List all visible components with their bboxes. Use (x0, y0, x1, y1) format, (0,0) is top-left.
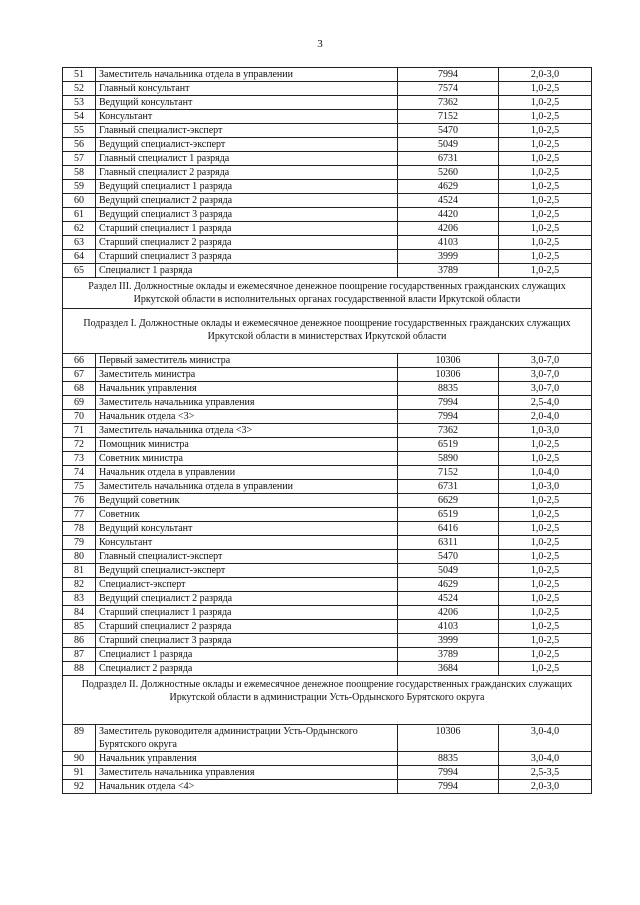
bonus-range: 1,0-2,5 (499, 96, 592, 110)
position-title: Старший специалист 2 разряда (96, 620, 398, 634)
bonus-range: 1,0-2,5 (499, 222, 592, 236)
salary-value: 6311 (398, 536, 499, 550)
table-row (63, 780, 592, 794)
salary-value: 7362 (398, 96, 499, 110)
position-title: Заместитель министра (96, 368, 398, 382)
bonus-range: 1,0-2,5 (499, 82, 592, 96)
row-number: 60 (63, 194, 96, 208)
row-number: 66 (63, 354, 96, 368)
row-number: 56 (63, 138, 96, 152)
salary-value: 4103 (398, 620, 499, 634)
salary-value: 3789 (398, 648, 499, 662)
bonus-range: 1,0-2,5 (499, 124, 592, 138)
position-title: Старший специалист 1 разряда (96, 606, 398, 620)
row-number: 83 (63, 592, 96, 606)
position-title: Главный консультант (96, 82, 398, 96)
subsection-2-block (63, 676, 592, 725)
salary-value: 5049 (398, 564, 499, 578)
bonus-range: 1,0-2,5 (499, 180, 592, 194)
position-title: Специалист-эксперт (96, 578, 398, 592)
row-number: 72 (63, 438, 96, 452)
row-number: 79 (63, 536, 96, 550)
position-title: Старший специалист 3 разряда (96, 250, 398, 264)
table-group-2 (63, 354, 592, 676)
table-row (63, 180, 592, 194)
table-row (63, 578, 592, 592)
bonus-range: 1,0-2,5 (499, 494, 592, 508)
salary-value: 6731 (398, 152, 499, 166)
bonus-range: 1,0-2,5 (499, 208, 592, 222)
table-row (63, 194, 592, 208)
salary-value: 4629 (398, 180, 499, 194)
table-row (63, 236, 592, 250)
table-row (63, 152, 592, 166)
salary-value: 5470 (398, 550, 499, 564)
position-title: Заместитель начальника отдела <3> (96, 424, 398, 438)
row-number: 65 (63, 264, 96, 278)
table-row (63, 452, 592, 466)
row-number: 51 (63, 68, 96, 82)
bonus-range: 1,0-2,5 (499, 194, 592, 208)
table-row (63, 222, 592, 236)
row-number: 74 (63, 466, 96, 480)
salary-value: 5470 (398, 124, 499, 138)
bonus-range: 2,5-4,0 (499, 396, 592, 410)
bonus-range: 1,0-2,5 (499, 606, 592, 620)
bonus-range: 1,0-2,5 (499, 536, 592, 550)
row-number: 91 (63, 766, 96, 780)
row-number: 80 (63, 550, 96, 564)
salary-value: 7574 (398, 82, 499, 96)
row-number: 62 (63, 222, 96, 236)
position-title: Консультант (96, 536, 398, 550)
bonus-range: 1,0-2,5 (499, 250, 592, 264)
position-title: Старший специалист 2 разряда (96, 236, 398, 250)
table-row (63, 124, 592, 138)
bonus-range: 3,0-7,0 (499, 382, 592, 396)
bonus-range: 2,0-4,0 (499, 410, 592, 424)
bonus-range: 3,0-7,0 (499, 368, 592, 382)
bonus-range: 1,0-2,5 (499, 564, 592, 578)
salary-value: 4103 (398, 236, 499, 250)
bonus-range: 1,0-2,5 (499, 110, 592, 124)
bonus-range: 1,0-2,5 (499, 522, 592, 536)
table-row (63, 396, 592, 410)
bonus-range: 1,0-2,5 (499, 592, 592, 606)
salary-value: 7994 (398, 68, 499, 82)
salary-value: 7152 (398, 110, 499, 124)
position-title: Ведущий специалист 1 разряда (96, 180, 398, 194)
row-number: 84 (63, 606, 96, 620)
bonus-range: 1,0-2,5 (499, 264, 592, 278)
salary-value: 7994 (398, 780, 499, 794)
table-row (63, 166, 592, 180)
position-title: Главный специалист-эксперт (96, 124, 398, 138)
position-title: Старший специалист 1 разряда (96, 222, 398, 236)
page-number: 3 (317, 38, 323, 50)
table-row (63, 634, 592, 648)
row-number: 58 (63, 166, 96, 180)
row-number: 77 (63, 508, 96, 522)
salary-value: 6416 (398, 522, 499, 536)
position-title: Заместитель начальника отдела в управлении (96, 480, 398, 494)
row-number: 73 (63, 452, 96, 466)
row-number: 68 (63, 382, 96, 396)
row-number: 88 (63, 662, 96, 676)
section-3-heading: Раздел III. Должностные оклады и ежемесячное денежное поощрение государственных гражданских служащих Иркутской области в исполнительных органах государственной власти Иркутской области (63, 278, 592, 309)
table-row (63, 550, 592, 564)
table-row (63, 354, 592, 368)
bonus-range: 1,0-2,5 (499, 620, 592, 634)
row-number: 89 (63, 725, 96, 752)
bonus-range: 2,5-3,5 (499, 766, 592, 780)
table-row (63, 96, 592, 110)
table-group-1 (63, 68, 592, 278)
salary-value: 4524 (398, 194, 499, 208)
position-title: Главный специалист 2 разряда (96, 166, 398, 180)
subsection-row (63, 676, 592, 725)
position-title: Ведущий специалист-эксперт (96, 564, 398, 578)
position-title: Ведущий специалист 2 разряда (96, 194, 398, 208)
position-title: Ведущий специалист 2 разряда (96, 592, 398, 606)
bonus-range: 1,0-3,0 (499, 424, 592, 438)
position-title: Заместитель начальника управления (96, 396, 398, 410)
row-number: 59 (63, 180, 96, 194)
table-row (63, 110, 592, 124)
salary-value: 4206 (398, 606, 499, 620)
position-title: Заместитель руководителя администрации Усть-Ордынского Бурятского округа (96, 725, 398, 752)
row-number: 76 (63, 494, 96, 508)
salary-value: 4629 (398, 578, 499, 592)
row-number: 55 (63, 124, 96, 138)
position-title: Главный специалист-эксперт (96, 550, 398, 564)
bonus-range: 3,0-7,0 (499, 354, 592, 368)
bonus-range: 1,0-2,5 (499, 508, 592, 522)
table-row (63, 564, 592, 578)
position-title: Ведущий специалист 3 разряда (96, 208, 398, 222)
position-title: Специалист 1 разряда (96, 648, 398, 662)
salary-value: 3999 (398, 634, 499, 648)
salary-value: 8835 (398, 752, 499, 766)
table-row (63, 648, 592, 662)
table-row (63, 536, 592, 550)
table-row (63, 662, 592, 676)
row-number: 75 (63, 480, 96, 494)
row-number: 82 (63, 578, 96, 592)
salary-value: 7362 (398, 424, 499, 438)
salary-value: 8835 (398, 382, 499, 396)
table-row (63, 508, 592, 522)
row-number: 81 (63, 564, 96, 578)
bonus-range: 1,0-2,5 (499, 438, 592, 452)
bonus-range: 1,0-2,5 (499, 452, 592, 466)
bonus-range: 2,0-3,0 (499, 68, 592, 82)
salary-value: 3789 (398, 264, 499, 278)
position-title: Консультант (96, 110, 398, 124)
bonus-range: 1,0-2,5 (499, 648, 592, 662)
table-row (63, 68, 592, 82)
salary-value: 10306 (398, 354, 499, 368)
row-number: 86 (63, 634, 96, 648)
table-row (63, 592, 592, 606)
salary-value: 5049 (398, 138, 499, 152)
position-title: Начальник управления (96, 752, 398, 766)
position-title: Советник (96, 508, 398, 522)
row-number: 85 (63, 620, 96, 634)
table-row (63, 208, 592, 222)
row-number: 71 (63, 424, 96, 438)
position-title: Ведущий советник (96, 494, 398, 508)
position-title: Советник министра (96, 452, 398, 466)
table-row (63, 264, 592, 278)
table-group-3 (63, 725, 592, 794)
bonus-range: 1,0-2,5 (499, 550, 592, 564)
salary-value: 4206 (398, 222, 499, 236)
table-row (63, 138, 592, 152)
row-number: 53 (63, 96, 96, 110)
salary-value: 5890 (398, 452, 499, 466)
table-row (63, 620, 592, 634)
row-number: 69 (63, 396, 96, 410)
row-number: 52 (63, 82, 96, 96)
salary-value: 7994 (398, 396, 499, 410)
position-title: Специалист 2 разряда (96, 662, 398, 676)
bonus-range: 3,0-4,0 (499, 752, 592, 766)
row-number: 64 (63, 250, 96, 264)
salary-value: 3999 (398, 250, 499, 264)
bonus-range: 1,0-4,0 (499, 466, 592, 480)
bonus-range: 1,0-2,5 (499, 152, 592, 166)
salary-value: 6629 (398, 494, 499, 508)
position-title: Ведущий консультант (96, 96, 398, 110)
table-row (63, 752, 592, 766)
salary-value: 7152 (398, 466, 499, 480)
row-number: 67 (63, 368, 96, 382)
row-number: 92 (63, 780, 96, 794)
salary-value: 7994 (398, 766, 499, 780)
row-number: 78 (63, 522, 96, 536)
table-row (63, 382, 592, 396)
salary-value: 6519 (398, 438, 499, 452)
salary-value: 4524 (398, 592, 499, 606)
bonus-range: 1,0-2,5 (499, 138, 592, 152)
table-row (63, 466, 592, 480)
bonus-range: 1,0-3,0 (499, 480, 592, 494)
row-number: 90 (63, 752, 96, 766)
table-row (63, 410, 592, 424)
position-title: Начальник отдела <3> (96, 410, 398, 424)
bonus-range: 1,0-2,5 (499, 236, 592, 250)
subsection-1-heading: Подраздел I. Должностные оклады и ежемесячное денежное поощрение государственных гражданских служащих Иркутской области в министерствах Иркутской области (63, 309, 592, 354)
position-title: Заместитель начальника отдела в управлении (96, 68, 398, 82)
table-row (63, 250, 592, 264)
salary-table (62, 67, 592, 794)
bonus-range: 1,0-2,5 (499, 634, 592, 648)
bonus-range: 2,0-3,0 (499, 780, 592, 794)
subsection-2-heading: Подраздел II. Должностные оклады и ежемесячное денежное поощрение государственных гражданских служащих Иркутской области в администрации Усть-Ордынского Бурятского округа (63, 676, 592, 725)
row-number: 57 (63, 152, 96, 166)
table-row (63, 82, 592, 96)
salary-value: 5260 (398, 166, 499, 180)
position-title: Главный специалист 1 разряда (96, 152, 398, 166)
salary-value: 3684 (398, 662, 499, 676)
salary-value: 7994 (398, 410, 499, 424)
table-row (63, 480, 592, 494)
salary-value: 6731 (398, 480, 499, 494)
position-title: Помощник министра (96, 438, 398, 452)
table-row (63, 766, 592, 780)
table-row (63, 725, 592, 752)
row-number: 70 (63, 410, 96, 424)
position-title: Старший специалист 3 разряда (96, 634, 398, 648)
row-number: 54 (63, 110, 96, 124)
position-title: Ведущий консультант (96, 522, 398, 536)
table-row (63, 522, 592, 536)
section-row (63, 278, 592, 309)
row-number: 63 (63, 236, 96, 250)
table-row (63, 424, 592, 438)
bonus-range: 1,0-2,5 (499, 578, 592, 592)
position-title: Начальник отдела в управлении (96, 466, 398, 480)
table-row (63, 494, 592, 508)
salary-value: 10306 (398, 725, 499, 752)
salary-value: 6519 (398, 508, 499, 522)
position-title: Заместитель начальника управления (96, 766, 398, 780)
table-row (63, 368, 592, 382)
row-number: 87 (63, 648, 96, 662)
subsection-row (63, 309, 592, 354)
bonus-range: 1,0-2,5 (499, 166, 592, 180)
row-number: 61 (63, 208, 96, 222)
position-title: Ведущий специалист-эксперт (96, 138, 398, 152)
salary-value: 10306 (398, 368, 499, 382)
salary-value: 4420 (398, 208, 499, 222)
bonus-range: 1,0-2,5 (499, 662, 592, 676)
table-row (63, 438, 592, 452)
position-title: Первый заместитель министра (96, 354, 398, 368)
table-row (63, 606, 592, 620)
section-3-block (63, 278, 592, 354)
position-title: Начальник управления (96, 382, 398, 396)
position-title: Специалист 1 разряда (96, 264, 398, 278)
bonus-range: 3,0-4,0 (499, 725, 592, 752)
position-title: Начальник отдела <4> (96, 780, 398, 794)
